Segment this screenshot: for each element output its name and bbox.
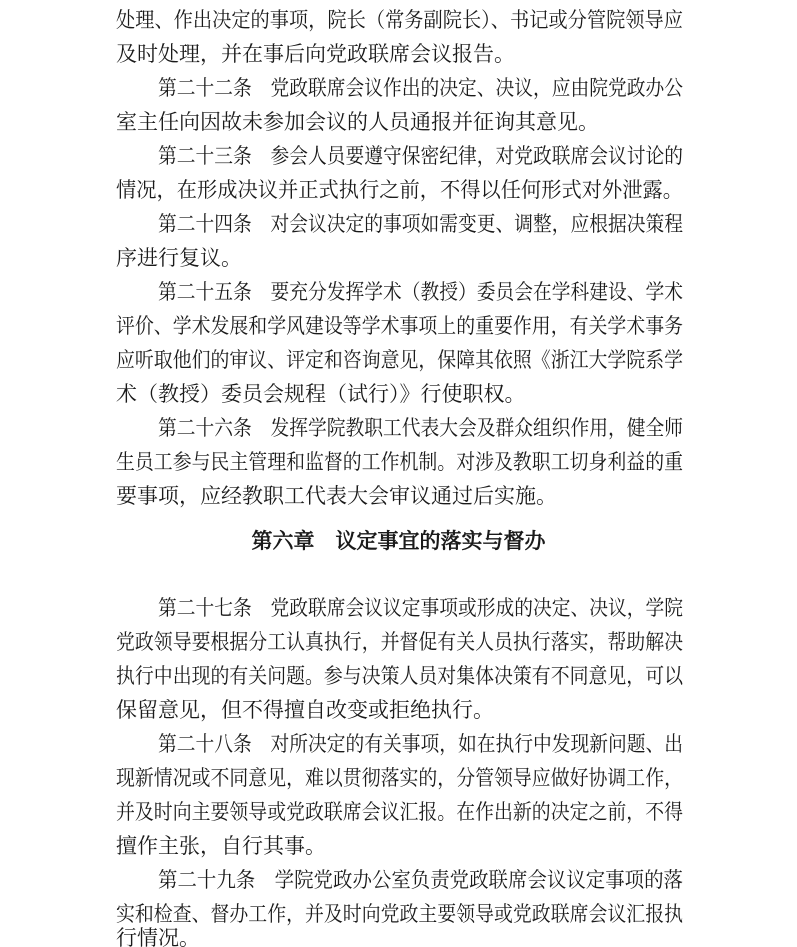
article-27-line: 第二十七条 党政联席会议议定事项或形成的决定、决议，学院 [158,596,683,620]
article-29-line: 实和检查、督办工作，并及时向党政主要领导或党政联席会议汇报执 [116,902,683,926]
article-27-line: 保留意见，但不得擅自改变或拒绝执行。 [116,698,494,722]
article-24-line: 第二十四条 对会议决定的事项如需变更、调整，应根据决策程 [158,212,683,236]
article-27-line: 执行中出现的有关问题。参与决策人员对集体决策有不同意见，可以 [116,664,683,688]
article-23-line: 第二十三条 参会人员要遵守保密纪律，对党政联席会议讨论的 [158,144,683,168]
article-28-line: 擅作主张，自行其事。 [116,834,326,858]
article-29-line: 行情况。 [116,926,200,947]
article-26-line: 第二十六条 发挥学院教职工代表大会及群众组织作用，健全师 [158,416,683,440]
article-25-line: 应听取他们的审议、评定和咨询意见，保障其依照《浙江大学院系学 [116,348,683,372]
article-22-line: 第二十二条 党政联席会议作出的决定、决议，应由院党政办公 [158,76,683,100]
article-26-line: 生员工参与民主管理和监督的工作机制。对涉及教职工切身利益的重 [116,450,683,474]
article-22-line: 室主任向因故未参加会议的人员通报并征询其意见。 [116,110,599,134]
article-25-line: 第二十五条 要充分发挥学术（教授）委员会在学科建设、学术 [158,280,683,304]
article-28-line: 并及时向主要领导或党政联席会议汇报。在作出新的决定之前，不得 [116,800,683,824]
article-25-line: 评价、学术发展和学风建设等学术事项上的重要作用，有关学术事务 [116,314,683,338]
article-28-line: 第二十八条 对所决定的有关事项，如在执行中发现新问题、出 [158,732,683,756]
article-23-line: 情况，在形成决议并正式执行之前，不得以任何形式对外泄露。 [116,178,683,202]
chapter-heading: 第六章 议定事宜的落实与督办 [251,529,546,553]
article-25-line: 术（教授）委员会规程（试行）》行使职权。 [116,382,526,406]
article-24-line: 序进行复议。 [116,246,242,270]
article-26-line: 要事项，应经教职工代表大会审议通过后实施。 [116,484,557,508]
article-29-line: 第二十九条 学院党政办公室负责党政联席会议议定事项的落 [158,868,683,892]
paragraph-line: 处理、作出决定的事项，院长（常务副院长）、书记或分管院领导应 [116,8,683,32]
article-28-line: 现新情况或不同意见，难以贯彻落实的，分管领导应做好协调工作， [116,766,683,790]
paragraph-line: 及时处理，并在事后向党政联席会议报告。 [116,42,515,66]
article-27-line: 党政领导要根据分工认真执行，并督促有关人员执行落实，帮助解决 [116,630,683,654]
